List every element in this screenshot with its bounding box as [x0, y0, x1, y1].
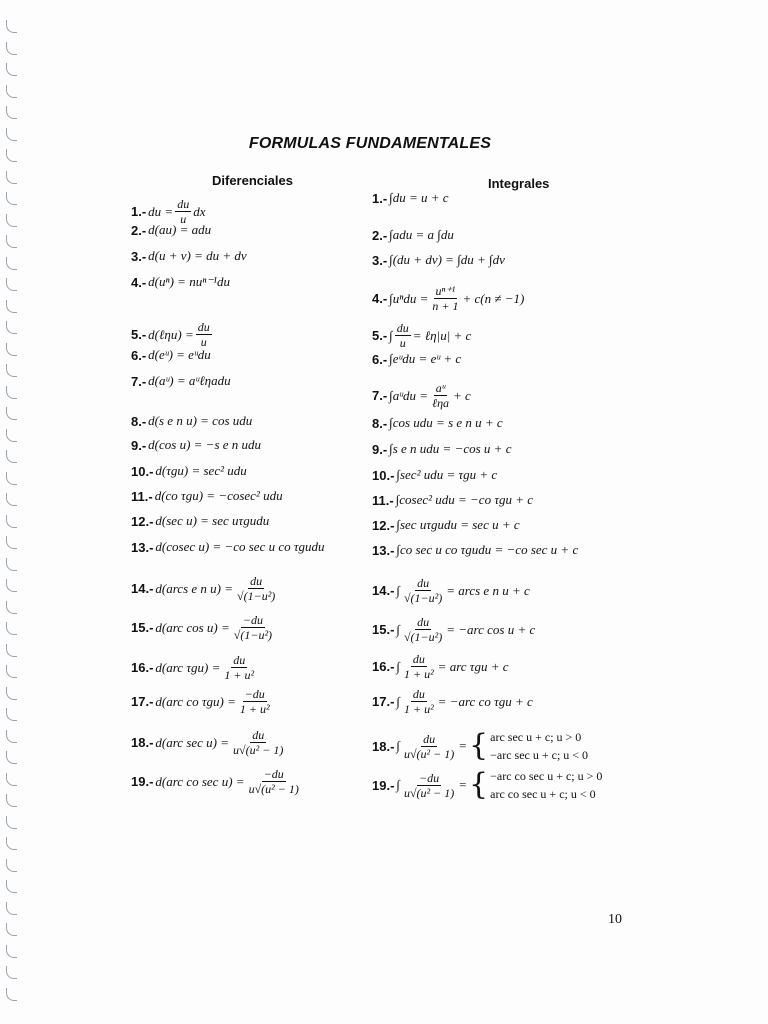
formula-expression: ∫cos udu = s e n u + c: [389, 415, 503, 430]
formula-number: 4.-: [131, 274, 147, 290]
fraction: [395, 321, 411, 350]
formula-expression: d(arc τgu) =: [155, 659, 221, 675]
formula-number: 19.-: [131, 774, 154, 789]
formula-number: 2.-: [372, 227, 388, 243]
differential-formula: [131, 463, 247, 479]
formula-expression-tail: dx: [193, 203, 206, 219]
formula-expression: d(arcs e n u) =: [155, 580, 234, 596]
formula-expression: d(sec u) = sec uτgudu: [155, 513, 270, 528]
fraction-numerator: du: [177, 197, 190, 211]
fraction-denominator: u: [180, 212, 187, 226]
binding-ring-icon: [6, 386, 17, 399]
formula-expression: ∫cosec² udu = −co τgu + c: [395, 492, 534, 507]
formula-expression: ∫: [396, 777, 400, 792]
differential-formula: [131, 687, 274, 716]
integral-formula: [372, 728, 588, 764]
differential-formula: [131, 347, 211, 363]
fraction: [402, 615, 444, 644]
fraction-denominator: √(1−u²): [237, 589, 276, 603]
formula-expression-tail: =: [458, 777, 468, 792]
formula-expression: ∫du = u + c: [389, 190, 449, 205]
integral-formula: [372, 351, 461, 367]
formula-number: 16.-: [372, 659, 395, 674]
formula-expression: ∫: [396, 658, 400, 674]
integral-formula: [372, 284, 524, 313]
formula-expression: d(au) = adu: [148, 222, 212, 237]
integral-formula: [372, 542, 578, 558]
formula-expression-tail: = arc τgu + c: [437, 658, 509, 674]
binding-ring-icon: [6, 966, 17, 979]
formula-number: 18.-: [131, 735, 154, 750]
binding-ring-icon: [6, 708, 17, 721]
fraction-denominator: 1 + u²: [239, 702, 270, 716]
fraction-numerator: du: [417, 576, 430, 590]
binding-ring-icon: [6, 622, 17, 635]
formula-expression: ∫uⁿdu =: [389, 290, 429, 306]
fraction: [232, 613, 274, 642]
integral-formula: [372, 190, 449, 206]
formula-number: 15.-: [372, 622, 395, 637]
formula-expression: ∫sec uτgudu = sec u + c: [396, 517, 520, 532]
fraction-denominator: 1 + u²: [403, 667, 434, 681]
fraction: [402, 732, 456, 761]
binding-ring-icon: [6, 20, 17, 33]
fraction-numerator: −du: [242, 613, 263, 627]
binding-ring-icon: [6, 923, 17, 936]
fraction-denominator: u√(u² − 1): [403, 785, 455, 800]
page-title: FORMULAS FUNDAMENTALES: [248, 135, 492, 152]
fraction: [430, 381, 451, 410]
formula-expression: d(cosec u) = −co sec u co τgudu: [155, 539, 325, 554]
integral-formula: [372, 467, 497, 483]
binding-ring-icon: [6, 63, 17, 76]
fraction-denominator: u√(u² − 1): [233, 743, 284, 757]
fraction-denominator: √(1−u²): [403, 591, 443, 605]
differential-formula: [131, 767, 303, 796]
formula-number: 19.-: [372, 777, 395, 793]
fraction: [231, 728, 285, 757]
binding-ring-icon: [6, 794, 17, 807]
formula-number: 9.-: [372, 441, 388, 457]
integral-formula: [372, 252, 505, 268]
integral-formula: [372, 227, 454, 243]
formula-number: 14.-: [131, 581, 154, 596]
formula-expression: ∫co sec u co τgudu = −co sec u + c: [396, 542, 579, 557]
formula-number: 15.-: [131, 620, 154, 635]
binding-ring-icon: [6, 945, 17, 958]
fraction: [402, 687, 436, 716]
piecewise-cases: [490, 767, 602, 803]
fraction: [235, 574, 277, 603]
case-positive: −arc co sec u + c; u > 0: [490, 769, 603, 783]
formula-number: 7.-: [372, 388, 388, 403]
fraction-denominator: u: [200, 335, 207, 349]
formula-expression: d(arc co τgu) =: [155, 693, 236, 709]
binding-ring-icon: [6, 730, 17, 743]
formula-number: 9.-: [131, 437, 147, 453]
differential-formula: [131, 653, 258, 682]
brace-icon: {: [469, 767, 489, 802]
integral-formula: [372, 687, 533, 716]
binding-ring-icon: [6, 687, 17, 700]
binding-ring-icon: [6, 214, 17, 227]
binding-ring-icon: [6, 235, 17, 248]
formula-number: 1.-: [131, 204, 147, 219]
formula-number: 17.-: [372, 694, 395, 709]
fraction: [402, 652, 436, 681]
fraction: [238, 687, 272, 716]
differential-formula: [131, 437, 261, 453]
binding-ring-icon: [6, 536, 17, 549]
formula-expression: d(ℓηu) =: [148, 326, 194, 342]
binding-ring-icon: [6, 665, 17, 678]
formula-number: 6.-: [131, 347, 147, 363]
fraction-denominator: √(1−u²): [233, 628, 273, 642]
fraction-denominator: u: [399, 336, 406, 350]
fraction: [196, 320, 212, 349]
differential-formula: [131, 320, 214, 349]
formula-number: 11.-: [372, 492, 394, 508]
binding-ring-icon: [6, 515, 17, 528]
differential-formula: [131, 248, 247, 264]
fraction-numerator: uⁿ⁺¹: [435, 284, 456, 298]
formula-expression: ∫adu = a ∫du: [389, 227, 454, 242]
integral-formula: [372, 415, 503, 431]
binding-ring-icon: [6, 343, 17, 356]
integral-formula: [372, 652, 509, 681]
formula-expression: d(aᵘ) = aᵘℓηadu: [148, 373, 231, 388]
formula-expression: d(u + v) = du + dv: [148, 248, 247, 263]
fraction-numerator: du: [417, 615, 430, 629]
formula-number: 4.-: [372, 291, 388, 306]
formula-expression: d(co τgu) = −cosec² udu: [154, 488, 283, 503]
fraction: [402, 576, 444, 605]
formula-expression: d(eᵘ) = eᵘdu: [148, 347, 211, 362]
formula-expression: d(arc sec u) =: [155, 734, 230, 750]
formula-expression: ∫(du + dv) = ∫du + ∫dv: [389, 252, 505, 267]
binding-ring-icon: [6, 300, 17, 313]
formula-number: 8.-: [131, 413, 147, 429]
formula-number: 17.-: [131, 694, 154, 709]
formula-number: 5.-: [372, 328, 388, 343]
formula-number: 3.-: [131, 248, 147, 264]
brace-icon: {: [469, 728, 489, 763]
formula-expression-tail: = arcs e n u + c: [446, 582, 530, 598]
binding-ring-icon: [6, 880, 17, 893]
fraction-numerator: −du: [419, 770, 440, 785]
binding-ring-icon: [6, 321, 17, 334]
binding-ring-icon: [6, 902, 17, 915]
formula-number: 12.-: [131, 513, 154, 529]
formula-number: 13.-: [131, 539, 154, 555]
formula-number: 11.-: [131, 488, 153, 504]
formula-expression: du =: [148, 203, 174, 219]
integral-formula: [372, 615, 535, 644]
differential-formula: [131, 222, 211, 238]
case-negative: arc co sec u + c; u < 0: [490, 787, 596, 801]
formula-expression: ∫: [396, 738, 400, 753]
fraction-numerator: aᵘ: [435, 381, 446, 395]
formula-number: 13.-: [372, 542, 395, 558]
formula-expression: ∫: [396, 693, 400, 709]
integral-formula: [372, 767, 602, 803]
header-integrals: Integrales: [488, 176, 550, 191]
fraction-denominator: 1 + u²: [224, 668, 255, 682]
header-differentials: Diferenciales: [212, 173, 293, 188]
formula-number: 16.-: [131, 660, 154, 675]
integral-formula: [372, 517, 520, 533]
fraction-denominator: u√(u² − 1): [248, 782, 299, 796]
binding-ring-icon: [6, 257, 17, 270]
integral-formula: [372, 576, 530, 605]
fraction-numerator: du: [423, 731, 436, 746]
binding-ring-icon: [6, 171, 17, 184]
page-number: 10: [608, 912, 622, 927]
case-positive: arc sec u + c; u > 0: [490, 730, 582, 744]
binding-ring-icon: [6, 837, 17, 850]
binding-ring-icon: [6, 278, 17, 291]
formula-expression: ∫sec² udu = τgu + c: [396, 467, 498, 482]
fraction: [430, 284, 460, 313]
differential-formula: [131, 413, 252, 429]
integral-formula: [372, 321, 471, 350]
fraction-numerator: du: [233, 653, 246, 667]
binding-ring-icon: [6, 407, 17, 420]
formula-number: 12.-: [372, 517, 395, 533]
differential-formula: [131, 513, 269, 529]
formula-expression: d(cos u) = −s e n udu: [148, 437, 262, 452]
formula-expression-tail: = −arc cos u + c: [446, 621, 536, 637]
formula-number: 6.-: [372, 351, 388, 367]
formula-number: 8.-: [372, 415, 388, 431]
formula-number: 7.-: [131, 373, 147, 389]
piecewise-cases: [490, 728, 588, 764]
fraction: [402, 771, 456, 800]
integral-formula: [372, 441, 511, 457]
binding-ring-icon: [6, 472, 17, 485]
binding-ring-icon: [6, 493, 17, 506]
formula-expression: d(arc co sec u) =: [155, 773, 245, 789]
formula-number: 14.-: [372, 583, 395, 598]
differential-formula: [131, 728, 287, 757]
fraction-numerator: −du: [263, 767, 284, 781]
fraction-denominator: ℓηa: [432, 396, 450, 410]
fraction-denominator: 1 + u²: [403, 702, 434, 716]
formula-expression: d(uⁿ) = nuⁿ⁻¹du: [148, 274, 231, 289]
formula-expression: ∫: [389, 327, 393, 343]
formula-expression-tail: = −arc co τgu + c: [437, 693, 533, 709]
differential-formula: [131, 488, 283, 504]
differential-formula: [131, 539, 325, 555]
formula-number: 3.-: [372, 252, 388, 268]
integral-formula: [372, 492, 533, 508]
fraction-numerator: −du: [244, 687, 265, 701]
fraction-numerator: du: [250, 574, 263, 588]
binding-ring-icon: [6, 450, 17, 463]
binding-ring-icon: [6, 192, 17, 205]
fraction-numerator: du: [412, 652, 425, 666]
formula-expression: ∫: [396, 621, 400, 637]
fraction-numerator: du: [396, 321, 409, 335]
formula-expression: ∫: [396, 582, 400, 598]
formula-number: 10.-: [131, 463, 154, 479]
formula-expression-tail: = ℓη|u| + c: [412, 327, 472, 343]
binding-ring-icon: [6, 429, 17, 442]
formula-expression: ∫s e n udu = −cos u + c: [389, 441, 512, 456]
integral-formula: [372, 381, 471, 410]
notebook-binding: [2, 20, 24, 1010]
binding-ring-icon: [6, 579, 17, 592]
binding-ring-icon: [6, 644, 17, 657]
fraction: [222, 653, 256, 682]
formula-expression-tail: =: [458, 738, 468, 753]
fraction-numerator: du: [252, 728, 265, 742]
binding-ring-icon: [6, 364, 17, 377]
fraction-denominator: √(1−u²): [403, 630, 443, 644]
formula-number: 1.-: [372, 190, 388, 206]
fraction-denominator: n + 1: [432, 299, 459, 313]
formula-expression: d(arc cos u) =: [155, 619, 230, 635]
formula-expression-tail: + c: [453, 387, 471, 403]
fraction: [247, 767, 301, 796]
binding-ring-icon: [6, 816, 17, 829]
formula-number: 2.-: [131, 222, 147, 238]
fraction-numerator: du: [412, 687, 425, 701]
binding-ring-icon: [6, 773, 17, 786]
formula-number: 10.-: [372, 467, 395, 483]
differential-formula: [131, 613, 276, 642]
binding-ring-icon: [6, 751, 17, 764]
binding-ring-icon: [6, 988, 17, 1001]
fraction-denominator: u√(u² − 1): [403, 746, 455, 761]
binding-ring-icon: [6, 558, 17, 571]
formula-expression: ∫aᵘdu =: [389, 387, 429, 403]
case-negative: −arc sec u + c; u < 0: [490, 748, 589, 762]
formula-number: 5.-: [131, 327, 147, 342]
differential-formula: [131, 274, 230, 290]
formula-expression-tail: + c(n ≠ −1): [462, 290, 525, 306]
fraction-numerator: du: [197, 320, 210, 334]
formula-expression: d(s e n u) = cos udu: [148, 413, 253, 428]
differential-formula: [131, 574, 279, 603]
formula-expression: d(τgu) = sec² udu: [155, 463, 247, 478]
formula-expression: ∫eᵘdu = eᵘ + c: [389, 351, 462, 366]
binding-ring-icon: [6, 85, 17, 98]
binding-ring-icon: [6, 106, 17, 119]
binding-ring-icon: [6, 42, 17, 55]
binding-ring-icon: [6, 859, 17, 872]
binding-ring-icon: [6, 601, 17, 614]
formula-number: 18.-: [372, 738, 395, 754]
differential-formula: [131, 373, 231, 389]
